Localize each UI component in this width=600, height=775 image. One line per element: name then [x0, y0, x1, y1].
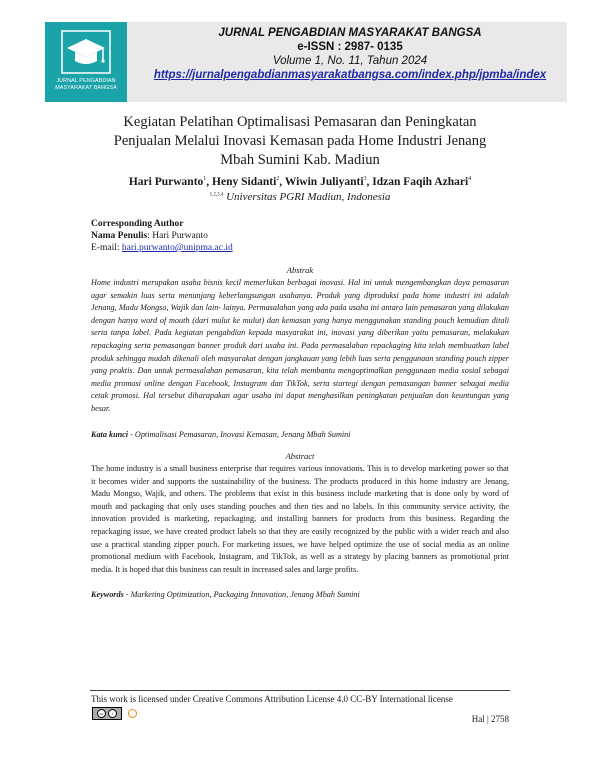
cc-icon: cc [97, 709, 106, 718]
abstrak-title: Abstrak [286, 265, 314, 275]
author-name: Idzan Faqih Azhari [372, 176, 469, 188]
affiliation-sup: 1,2,3,4 [209, 192, 224, 198]
journal-url-link[interactable]: https://jurnalpengabdianmasyarakatbangsa.com/index.php/jpmba/index [153, 69, 547, 81]
affiliation [60, 191, 540, 203]
author-sup: 1 [203, 176, 207, 183]
author-sup: 2 [276, 176, 280, 183]
author-name: Wiwin Juliyanti [284, 176, 364, 188]
title-line-1: Kegiatan Pelatihan Optimalisasi Pemasaran dan Peningkatan [123, 114, 477, 130]
name-value: : Hari Purwanto [147, 231, 208, 241]
name-label: Nama Penulis [91, 231, 148, 241]
logo-line-2: MASYARAKAT BANGSA [55, 85, 117, 91]
by-icon: i [108, 709, 117, 718]
open-access-lock-icon [128, 709, 137, 718]
affiliation-name: Universitas PGRI Madiun, Indonesia [226, 191, 391, 203]
corresponding-author [91, 218, 233, 254]
author-name: Heny Sidanti [212, 176, 277, 188]
email-line [91, 242, 233, 254]
kata-kunci [91, 430, 509, 439]
page-number: Hal | 2758 [471, 714, 509, 724]
journal-name: JURNAL PENGABDIAN MASYARAKAT BANGSA [218, 27, 482, 39]
author-sup: 4 [468, 176, 472, 183]
abstract-body: The home industry is a small business enterprise that requires various innovations. This is to develop marketing power so that it becomes wider and supports the sustainability of the business. The products produced in this home industry are Jenang, Madu Mongso, Wajik, and others. The problems that exist in this business include marketing that is done only by word of mouth and packaging that only uses standing pouches and then ties and no labels. In this community service activity, the innovation provided is marketing, repackaging, and installing banners for products from this business. Regarding the repackaging issue, we have created product labels so that they are easily recognized by the public with a wider reach and also use a practical standing zipper pouch. For marketing issues, we have helped optimize the use of social media as an online promotional medium with Facebook, Instagram, and TikTok, as well as a strategy by placing banners as promotional print media. It is hoped that this business can result in increased sales and large profits. [91, 464, 509, 574]
graduation-cap-icon [61, 30, 111, 74]
footer-divider [90, 690, 510, 691]
journal-info [133, 26, 567, 83]
title-line-2: Penjualan Melalui Inovasi Kemasan pada Home Industri Jenang [113, 133, 487, 149]
journal-volume: Volume 1, No. 11, Tahun 2024 [272, 55, 428, 67]
corresponding-heading: Corresponding Author [91, 219, 184, 229]
logo-line-1: JURNAL PENGABDIAN [56, 78, 116, 84]
author-sup: 3 [363, 176, 367, 183]
author-name-line [91, 230, 233, 242]
author-name: Hari Purwanto [128, 176, 204, 188]
email-label: E-mail: [91, 243, 122, 253]
keywords-values: - Marketing Optimization, Packaging Innovation, Jenang Mbah Sumini [123, 590, 360, 599]
title-line-3: Mbah Sumini Kab. Madiun [220, 152, 380, 168]
kata-kunci-values: - Optimalisasi Pemasaran, Inovasi Kemasan, Jenang Mbah Sumini [128, 430, 351, 439]
open-access-icon [126, 709, 137, 717]
cc-by-icon[interactable] [92, 707, 122, 720]
abstrak-body: Home industri merupakan usaha bisnis kecil memerlukan berbagai inovasi. Hal ini untuk mengembangkan daya pemasaran agar semakin luas serta menunjang keberlangsungan usahanya. Produk yang diproduksi pada home industri ini adalah Jenang, Madu Mongso, Wajik dan lain- lainya. Permasalahan yang ada pada usaha ini antara lain pemasaran yang dilakukan dengan hanya word of mouth (dari mulut ke mulut) dan kemasan yang hanya menggunakan standing pouch kemudian ditali serta tanpa label. Pada kegiatan pengabdian kepada masyarakat ini, inovasi yang diberikan yaitu pemasaran, melakukan repackaging serta pemasangan banner produk dari usaha ini. Pada permasalahan repackaging kita telah membuatkan label produk sehingga mudah dikenali oleh masyarakat dengan jangkauan yang lebih luas serta penggunaan standing pouch zipper yang praktis. Dan untuk permasalahan pemasaran, kita telah membantu mengoptimalkan penggunaan media sosial sebagai media promosi online dengan Facebook, Instagram dan TikTok, serta startegi dengan pemasangan banner sebagai media cetak promosi. Hal tersebut diharapakan agar usaha ini dapat menghasilkan peningkatan penjualan dan keuntungan yang besar. [91, 278, 509, 413]
journal-header [45, 22, 567, 102]
keywords [91, 590, 509, 599]
license-text: This work is licensed under Creative Commons Attribution License 4.0 CC-BY International license [91, 694, 453, 704]
kata-kunci-label: Kata kunci [91, 430, 129, 439]
keywords-label: Keywords [91, 590, 124, 599]
logo-caption [47, 78, 125, 92]
journal-logo [45, 22, 127, 102]
author-list: Hari Purwanto$^1$, Heny Sidanti$^2$, Wiwin Juliyanti$^3$, Idzan Faqih Azhari$^4$ [128, 176, 472, 188]
email-link[interactable]: hari.purwanto@unipma.ac.id [121, 243, 233, 253]
article-title [90, 113, 510, 170]
journal-issn: e-ISSN : 2987- 0135 [297, 41, 403, 53]
abstract-title: Abstract [285, 451, 315, 461]
